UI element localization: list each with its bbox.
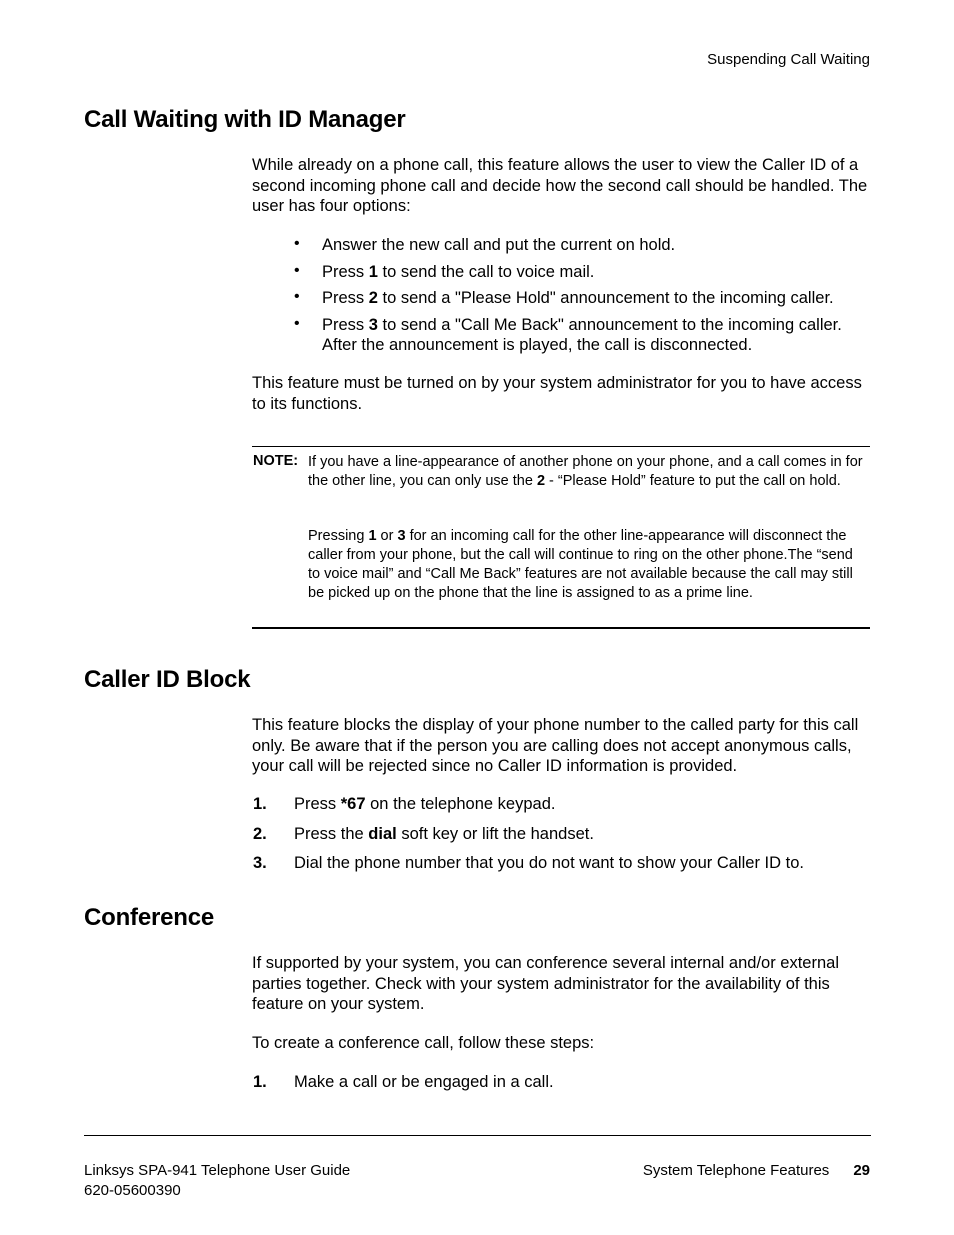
option-text: Press [322, 289, 369, 307]
option-text: Answer the new call and put the current on hold. [322, 236, 676, 254]
bullet-glyph: • [294, 235, 300, 252]
bullet-glyph: • [294, 288, 300, 305]
footer-rule [84, 1135, 871, 1136]
step-text: Make a call or be engaged in a call. [294, 1073, 554, 1091]
conference-steps [252, 1072, 872, 1102]
call-waiting-options-list [252, 235, 872, 362]
option-text: to send a "Call Me Back" announcement to the incoming caller. After the announcement is played, the call is disconnected. [322, 315, 842, 354]
list-item [252, 262, 872, 283]
bullet-glyph: • [294, 314, 300, 332]
call-waiting-intro: While already on a phone call, this feature allows the user to view the Caller ID of a second incoming phone call and decide how the second call should be handled. The user has four options: [252, 156, 868, 215]
list-item [252, 235, 872, 256]
option-text: Press [322, 315, 369, 334]
guide-title: Linksys SPA-941 Telephone User Guide [84, 1162, 351, 1179]
chapter-title: System Telephone Features [642, 1162, 830, 1179]
step-text: on the telephone keypad. [365, 795, 556, 813]
section-heading-call-waiting: Call Waiting with ID Manager [84, 106, 406, 133]
option-text: Press [322, 262, 369, 281]
step-keyword: *67 [340, 795, 366, 813]
page-number: 29 [853, 1162, 870, 1179]
step-text: Press the [294, 824, 369, 843]
key-number: 2 [368, 289, 378, 307]
conference-lead: To create a conference call, follow these steps: [252, 1034, 595, 1052]
step-text: Press [294, 795, 341, 813]
key-number: 1 [368, 262, 378, 281]
step-number: 2. [253, 824, 267, 843]
section-heading-caller-id-block: Caller ID Block [84, 666, 251, 693]
footer-left [84, 1161, 350, 1201]
footer-right [643, 1161, 870, 1181]
option-text: to send a "Please Hold" announcement to the incoming caller. [377, 289, 834, 307]
admin-requirement-text: This feature must be turned on by your system administrator for you to have access to its functions. [252, 374, 862, 413]
key-number: 3 [368, 315, 378, 334]
list-item [252, 288, 872, 309]
step-number: 3. [253, 854, 267, 872]
caller-id-block-intro: This feature blocks the display of your phone number to the called party for this call only. Be aware that if the person you are calling does not accept anonymous calls, your call will be rejected since no Caller ID information is provided. [252, 716, 859, 775]
note-paragraph-1: If you have a line-appearance of another phone on your phone, and a call comes in for the other line, you can only use the 2 - “Please Hold” feature to put the call on hold. [308, 454, 863, 489]
conference-intro: If supported by your system, you can conference several internal and/or external parties together. Check with your system administrator for the availability of this feature on your system. [252, 954, 839, 1013]
list-item [252, 824, 872, 845]
caller-id-block-steps [252, 794, 872, 883]
list-item [252, 853, 872, 874]
step-number: 1. [253, 1073, 267, 1091]
bullet-glyph: • [294, 261, 300, 279]
section-heading-conference: Conference [84, 904, 215, 931]
note-label: NOTE: [253, 453, 299, 469]
note-paragraph-2: Pressing 1 or 3 for an incoming call for the other line-appearance will disconnect the caller from your phone, but the call will continue to ring on the other phone.The “send to voice mail” and “Call Me Back” features are not available because the call may still be picked up on the phone that the line is assigned to as a prime line. [308, 528, 853, 601]
list-item [252, 794, 872, 815]
list-item [252, 1072, 872, 1093]
note-box [252, 446, 870, 629]
step-number: 1. [253, 795, 267, 813]
step-text: Dial the phone number that you do not want to show your Caller ID to. [294, 854, 804, 872]
part-number: 620-05600390 [84, 1182, 181, 1199]
step-text: soft key or lift the handset. [396, 824, 594, 843]
running-head: Suspending Call Waiting [707, 51, 870, 68]
option-text: to send the call to voice mail. [377, 262, 595, 281]
list-item [252, 315, 872, 356]
step-keyword: dial [368, 824, 397, 843]
